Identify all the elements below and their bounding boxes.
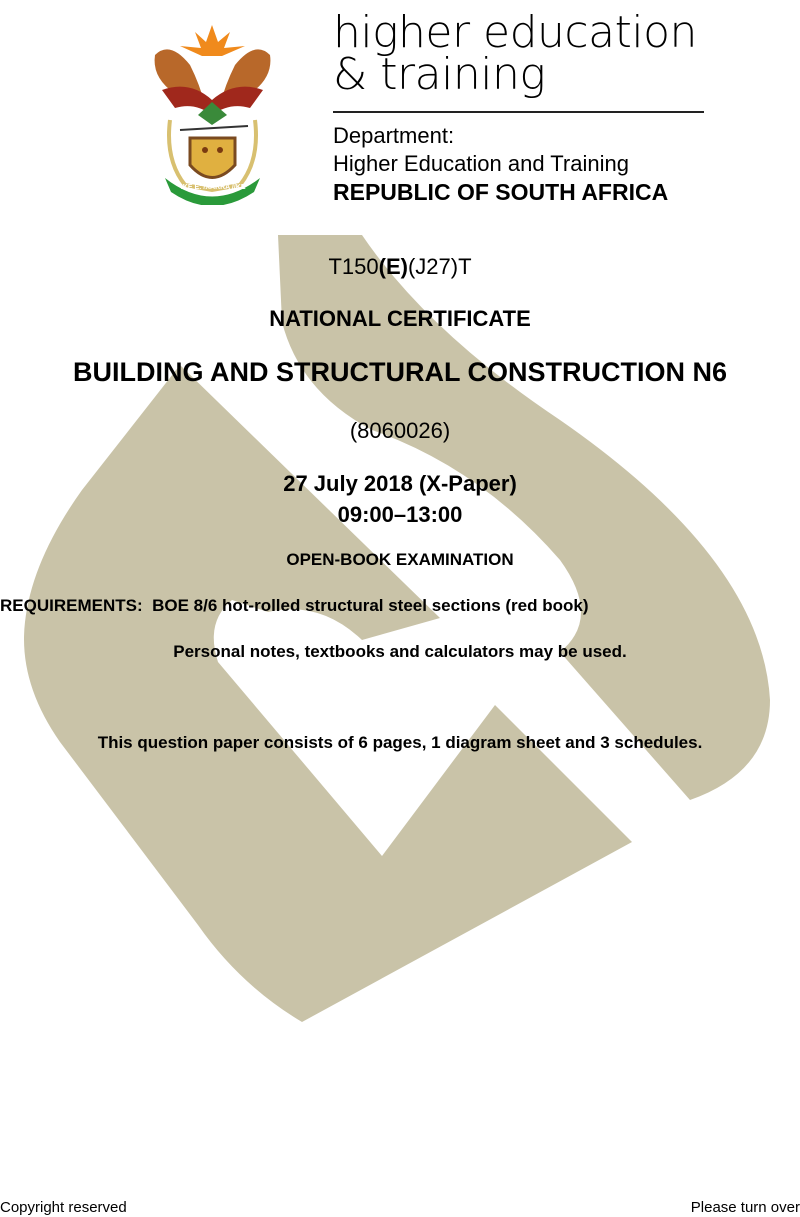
exam-time: 09:00–13:00 [337, 502, 463, 527]
code-language: (E) [378, 254, 408, 279]
requirements-text: BOE 8/6 hot-rolled structural steel sections (red book) [152, 596, 589, 615]
subject-title: BUILDING AND STRUCTURAL CONSTRUCTION N6 [73, 357, 727, 387]
department-block [333, 122, 668, 207]
logo-line-2: & training [333, 49, 546, 100]
footer-copyright: Copyright reserved [0, 1199, 127, 1216]
paper-code [0, 254, 800, 280]
logo-divider [333, 111, 704, 113]
dept-label: Department: [333, 123, 455, 148]
requirements [0, 596, 589, 616]
coat-of-arms-motto: !KE E: /XARRA //KE [180, 184, 246, 191]
permitted-materials: Personal notes, textbooks and calculators may be used. [173, 642, 627, 661]
country-name: REPUBLIC OF SOUTH AFRICA [333, 179, 669, 205]
certificate-title: NATIONAL CERTIFICATE [269, 306, 531, 331]
code-prefix: T150 [328, 254, 379, 279]
exam-date: 27 July 2018 (X-Paper) [283, 471, 517, 496]
requirements-label: REQUIREMENTS: [0, 596, 143, 615]
logo-wordmark [333, 7, 697, 100]
exam-type: OPEN-BOOK EXAMINATION [286, 550, 514, 569]
footer-turn-over: Please turn over [690, 1199, 800, 1216]
dept-name: Higher Education and Training [333, 151, 629, 176]
exam-date-time [0, 468, 800, 530]
coat-of-arms-logo [150, 20, 275, 205]
code-suffix: (J27)T [407, 254, 472, 279]
page-count-note: This question paper consists of 6 pages, 1 diagram sheet and 3 schedules. [97, 733, 703, 752]
subject-code: (8060026) [349, 418, 451, 443]
logo-line-1: higher education [333, 7, 697, 58]
